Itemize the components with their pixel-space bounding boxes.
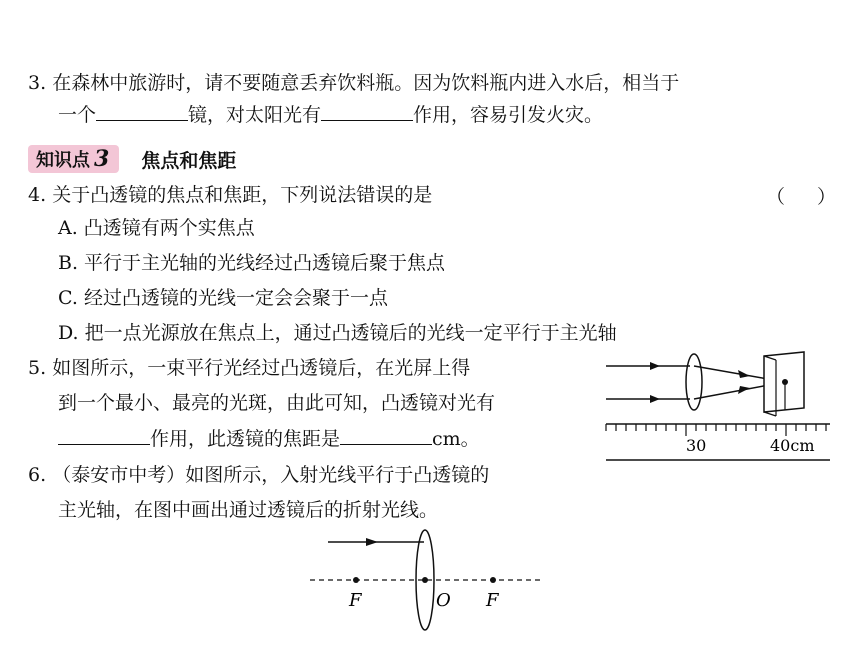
q5-line1 (28, 355, 470, 381)
q3-line2-c: 作用，容易引发火灾。 (413, 104, 604, 126)
paren-open: （ (766, 186, 786, 208)
q4-stem-text: 关于凸透镜的焦点和焦距，下列说法错误的是 (52, 184, 433, 206)
q5-line2: 到一个最小、最亮的光斑，由此可知，凸透镜对光有 (58, 392, 496, 414)
q3-blank-2[interactable] (321, 101, 413, 121)
optical-center (422, 577, 428, 583)
q4-option-a[interactable]: A. 凸透镜有两个实焦点 (58, 217, 255, 239)
q4-number: 4. (28, 184, 47, 206)
q3-blank-1[interactable] (96, 101, 188, 121)
q3-line1 (28, 70, 679, 96)
focal-point-right (490, 577, 496, 583)
q4-option-d[interactable]: D. 把一点光源放在焦点上，通过凸透镜后的光线一定平行于主光轴 (58, 322, 617, 344)
badge-text: 知识点 (36, 150, 90, 171)
q3-line2-b: 镜，对太阳光有 (188, 104, 322, 126)
light-spot (782, 379, 788, 385)
q3-line2-a: 一个 (58, 104, 97, 126)
paren-close: ） (817, 186, 837, 208)
q6-line2: 主光轴，在图中画出通过透镜后的折射光线。 (58, 499, 439, 521)
arrow-icon (366, 538, 378, 546)
scale-label-30: 30 (686, 436, 707, 455)
arrow-icon (738, 386, 750, 394)
section-header (28, 144, 236, 174)
q6-number: 6. (28, 464, 47, 486)
q5-line1-text: 如图所示，一束平行光经过凸透镜后，在光屏上得 (52, 357, 471, 379)
q4-option-c[interactable]: C. 经过凸透镜的光线一定会会聚于一点 (58, 287, 388, 309)
q5-line3 (58, 425, 480, 452)
q6-lens-figure (300, 528, 550, 638)
convex-lens (686, 354, 702, 410)
q4-option-b[interactable]: B. 平行于主光轴的光线经过凸透镜后聚于焦点 (58, 252, 446, 274)
q5-blank-1[interactable] (58, 425, 150, 445)
q3-line2 (58, 101, 603, 128)
q5-line3-b: 作用，此透镜的焦距是 (150, 428, 341, 450)
label-o: O (436, 590, 451, 611)
arrow-icon (650, 362, 660, 370)
section-title: 焦点和焦距 (141, 149, 237, 172)
arrow-icon (650, 395, 660, 403)
q4-answer-paren[interactable] (766, 182, 836, 209)
q4-stem (28, 182, 432, 208)
knowledge-point-badge (28, 145, 119, 173)
q5-blank-2[interactable] (340, 425, 432, 445)
arrow-icon (738, 370, 750, 378)
ruler-ticks (606, 424, 826, 436)
q3-number: 3. (28, 72, 47, 94)
q5-line3-c: cm。 (432, 428, 480, 450)
focal-point-left (353, 577, 359, 583)
badge-number: 3 (94, 146, 110, 172)
q6-line1 (28, 462, 489, 488)
q5-lens-figure (600, 350, 840, 465)
q5-number: 5. (28, 357, 47, 379)
q6-line1-text: （泰安市中考）如图所示，入射光线平行于凸透镜的 (52, 464, 490, 486)
scale-label-40: 40cm (770, 436, 815, 455)
label-f-left: F (349, 590, 362, 611)
q3-line1-text: 在森林中旅游时，请不要随意丢弃饮料瓶。因为饮料瓶内进入水后，相当于 (52, 72, 680, 94)
label-f-right: F (486, 590, 499, 611)
